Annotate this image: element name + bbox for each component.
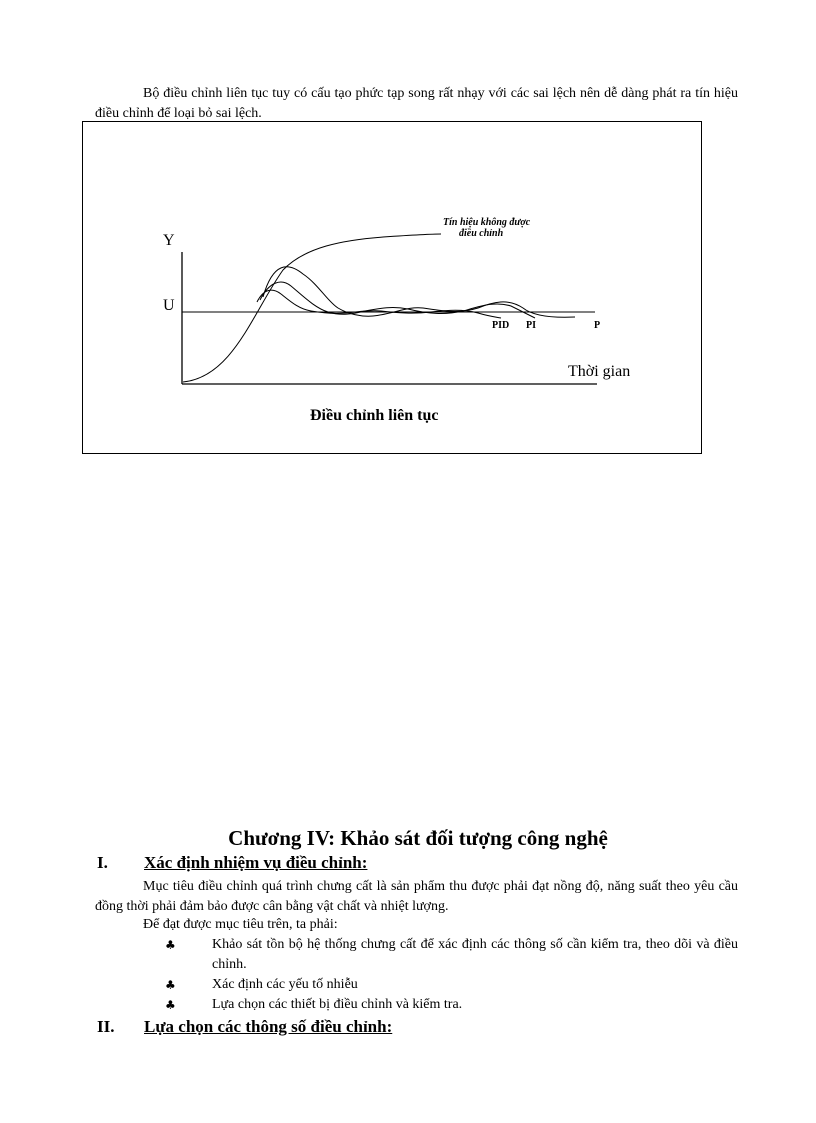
section-1-title: Xác định nhiệm vụ điều chỉnh: [144,853,368,872]
section-1-bullet-list [165,935,738,1015]
section-2-title: Lựa chọn các thông số điều chỉnh: [144,1017,393,1036]
section-1-number: I. [97,853,108,872]
club-bullet-icon: ♣ [165,998,176,1012]
chapter-title: Chương IV: Khảo sát đối tượng công nghệ [228,826,608,850]
intro-paragraph: Bộ điều chỉnh liên tục tuy có cấu tạo phức tạp song rất nhạy với các sai lệch nên dễ dàng phát ra tín hiệu điều chỉnh để loại bỏ sai lệch. [95,86,738,121]
club-bullet-icon: ♣ [165,938,176,952]
bullet-text: Xác định các yếu tố nhiễu [212,977,358,992]
uncontrolled-label-line1: Tín hiệu không được [443,217,531,228]
response-chart [83,122,701,453]
p-curve [263,267,575,317]
club-bullet-icon: ♣ [165,978,176,992]
uncontrolled-label-line2: điều chỉnh [459,228,504,239]
pid-label: PID [492,320,510,331]
list-item [165,935,738,975]
pid-curve [257,290,501,318]
list-item [165,975,738,995]
y-axis-label: Y [163,232,175,249]
setpoint-label: U [163,297,175,314]
x-axis-label: Thời gian [568,363,631,380]
list-item [165,995,738,1015]
section-2-number: II. [97,1017,115,1036]
bullet-text: Khảo sát tồn bộ hệ thống chưng cất để xác định các thông số cần kiểm tra, theo dõi và điều chỉnh. [212,937,738,972]
control-response-figure [82,121,702,454]
pi-label: PI [526,320,536,331]
section-1-paragraph: Mục tiêu điều chỉnh quá trình chưng cất là sản phẩm thu được phải đạt nồng độ, năng suất theo yêu cầu đồng thời phải đảm bảo được cân bằng vật chất và nhiệt lượng. [95,879,738,914]
section-1-lead-in: Để đạt được mục tiêu trên, ta phải: [143,917,338,932]
p-label: P [594,320,601,331]
bullet-text: Lựa chọn các thiết bị điều chỉnh và kiểm tra. [212,997,463,1012]
figure-caption: Điều chỉnh liên tục [310,407,439,424]
